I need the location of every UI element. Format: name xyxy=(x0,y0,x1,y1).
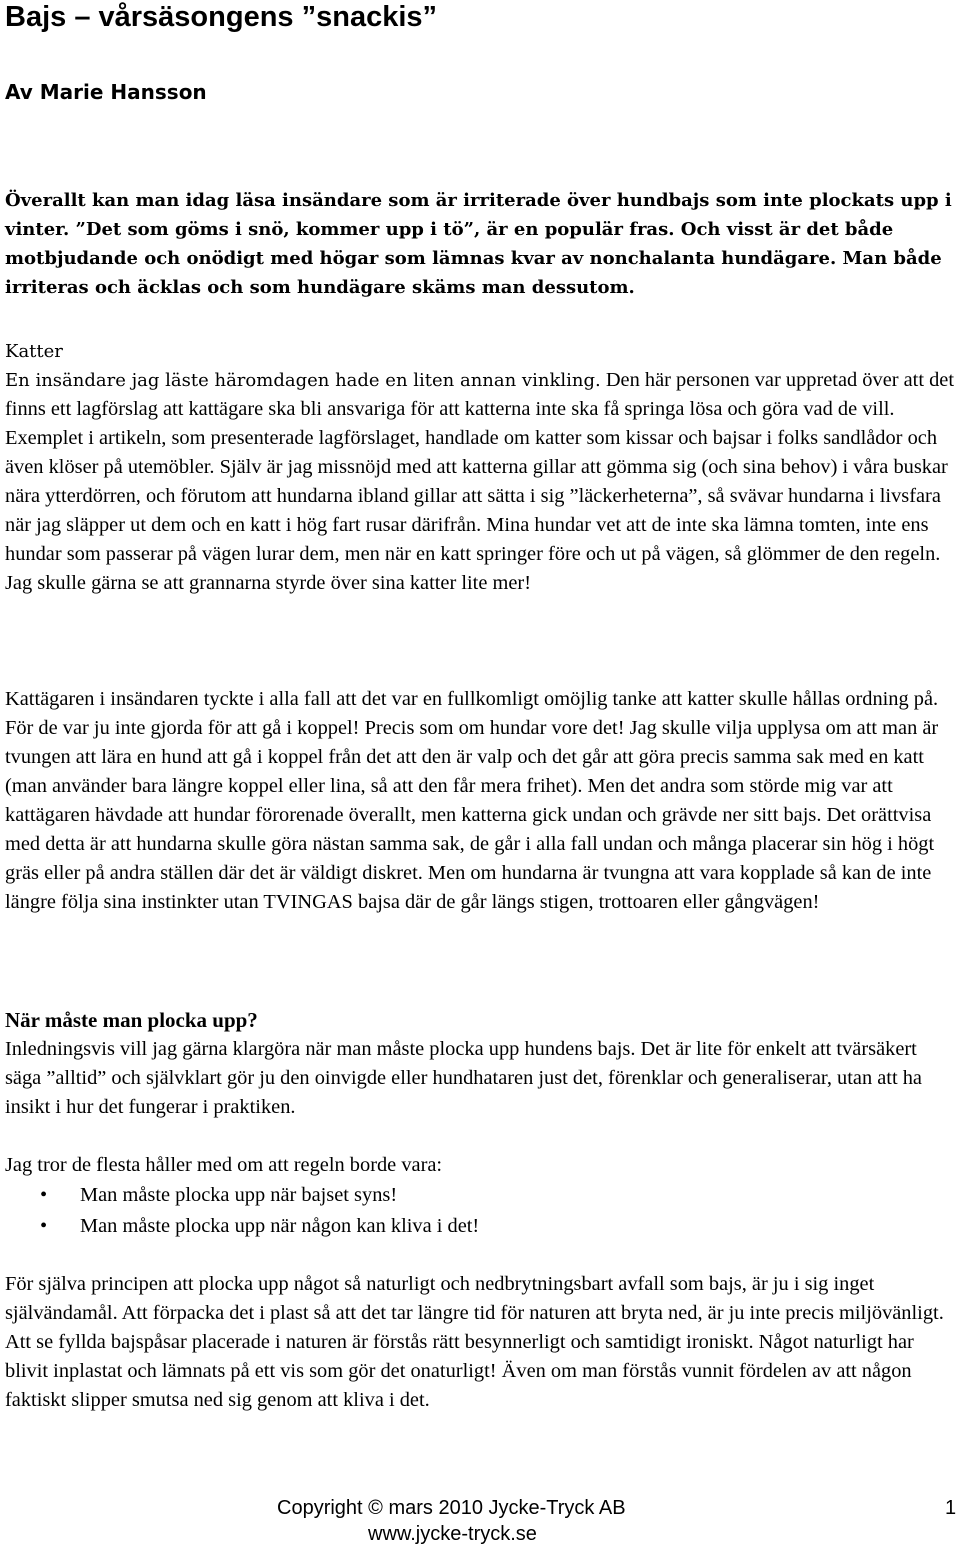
principen-paragraph: För själva principen att plocka upp något så naturligt och nedbrytningsbart avfall som bajs, är ju i sig inget självändamål. Att förpacka det i plast så att det tar längre tid för naturen att bryta ned, är ju inte precis miljövänligt. Att se fyllda bajspåsar placerade i naturen är förstås rätt besynnerligt och samtidigt ironiskt. Något naturligt har blivit inplastat och lämnats på ett vis som gör det onaturligt! Även om man förstås vunnit fördelen av att någon faktiskt slipper smutsa ned sig genom att kliva i det. xyxy=(5,1273,944,1411)
katter-body-text: Den här personen var uppretad över att det finns ett lagförslag att kattägare ska bli ansvariga för att katterna inte ska få springa lösa och göra vad de vill. Exemplet i artikeln, som presenterade lagförslaget, handlade om katter som kissar och bajsar i folks sandlådor och även klöser på utemöbler. Själv är jag missnöjd med att katterna gillar att gömma sig (och sina behov) i våra buskar nära ytterdörren, och förutom att hundarna ibland gillar att sätta i sig ”läckerheterna”, så svävar hundarna i livsfara när jag släpper ut dem och en katt i hög fart rusar därifrån. Mina hundar vet att de inte ska lämna tomten, inte ens hundar som passerar på vägen lurar dem, men när en katt springer före och ut på vägen, så glömmer de den regeln. Jag skulle gärna se att grannarna styrde över sina katter lite mer! xyxy=(5,369,955,594)
bullet-icon: • xyxy=(40,1215,48,1237)
list-item xyxy=(5,1211,479,1242)
kattagaren-paragraph: Kattägaren i insändaren tyckte i alla fall att det var en fullkomligt omöjlig tanke att katter skulle hållas ordning på. För de var ju inte gjorda för att gå i koppel! Precis som om hundar vore det! Jag skulle vilja upplysa om att man är tvungen att lära en hund att gå i koppel från det att den är valp och det går att göra precis samma sak med en katt (man använder bara längre koppel eller lina, så att den får mera frihet). Men det andra som störde mig var att kattägaren hävdade att hundar förorenade överallt, men katterna gick undan och grävde ner sitt bajs. Det orättvisa med detta är att hundarna skulle göra nästan samma sak, de går i alla fall undan och många placerar sin hög i högt gräs eller på andra ställen där det är väldigt diskret. Men om hundarna är tvungna att vara kopplade så kan de inte längre följa sina instinkter utan TVINGAS bajsa där de går längs stigen, trottoaren eller gångvägen! xyxy=(5,688,939,913)
section-heading-katter: Katter xyxy=(5,341,63,362)
intro-paragraph: Överallt kan man idag läsa insändare som är irriterade över hundbajs som inte plockats upp i vinter. ”Det som göms i snö, kommer upp i tö”, är en populär fras. Och visst är det både motbjudande och onödigt med högar som lämnas kvar av nonchalanta hundägare. Man både irriteras och äcklas och som hundägare skäms man dessutom. xyxy=(5,190,952,298)
katter-paragraph xyxy=(5,366,957,598)
section-heading-plocka: När måste man plocka upp? xyxy=(5,1008,258,1032)
plocka-paragraph: Inledningsvis vill jag gärna klargöra när man måste plocka upp hundens bajs. Det är lite för enkelt att tvärsäkert säga ”alltid” och självklart gör ju den oinvigde eller hundhataren just det, förenklar och generaliserar, utan att ha insikt i hur det fungerar i praktiken. xyxy=(5,1038,922,1118)
list-item xyxy=(5,1180,479,1211)
rules-intro: Jag tror de flesta håller med om att regeln borde vara: xyxy=(5,1154,443,1176)
author-byline: Av Marie Hansson xyxy=(5,80,207,104)
copyright-text: Copyright © mars 2010 Jycke-Tryck AB xyxy=(277,1497,626,1519)
document-title: Bajs – vårsäsongens ”snackis” xyxy=(5,1,438,33)
bullet-icon: • xyxy=(40,1184,48,1206)
rules-list xyxy=(5,1180,479,1242)
katter-lead-text: En insändare jag läste häromdagen hade en liten annan vinkling. xyxy=(5,370,601,391)
page-number: 1 xyxy=(945,1497,957,1519)
website-link[interactable]: www.jycke-tryck.se xyxy=(368,1523,537,1545)
rule-text: Man måste plocka upp när någon kan kliva i det! xyxy=(80,1215,480,1237)
rule-text: Man måste plocka upp när bajset syns! xyxy=(80,1184,398,1206)
